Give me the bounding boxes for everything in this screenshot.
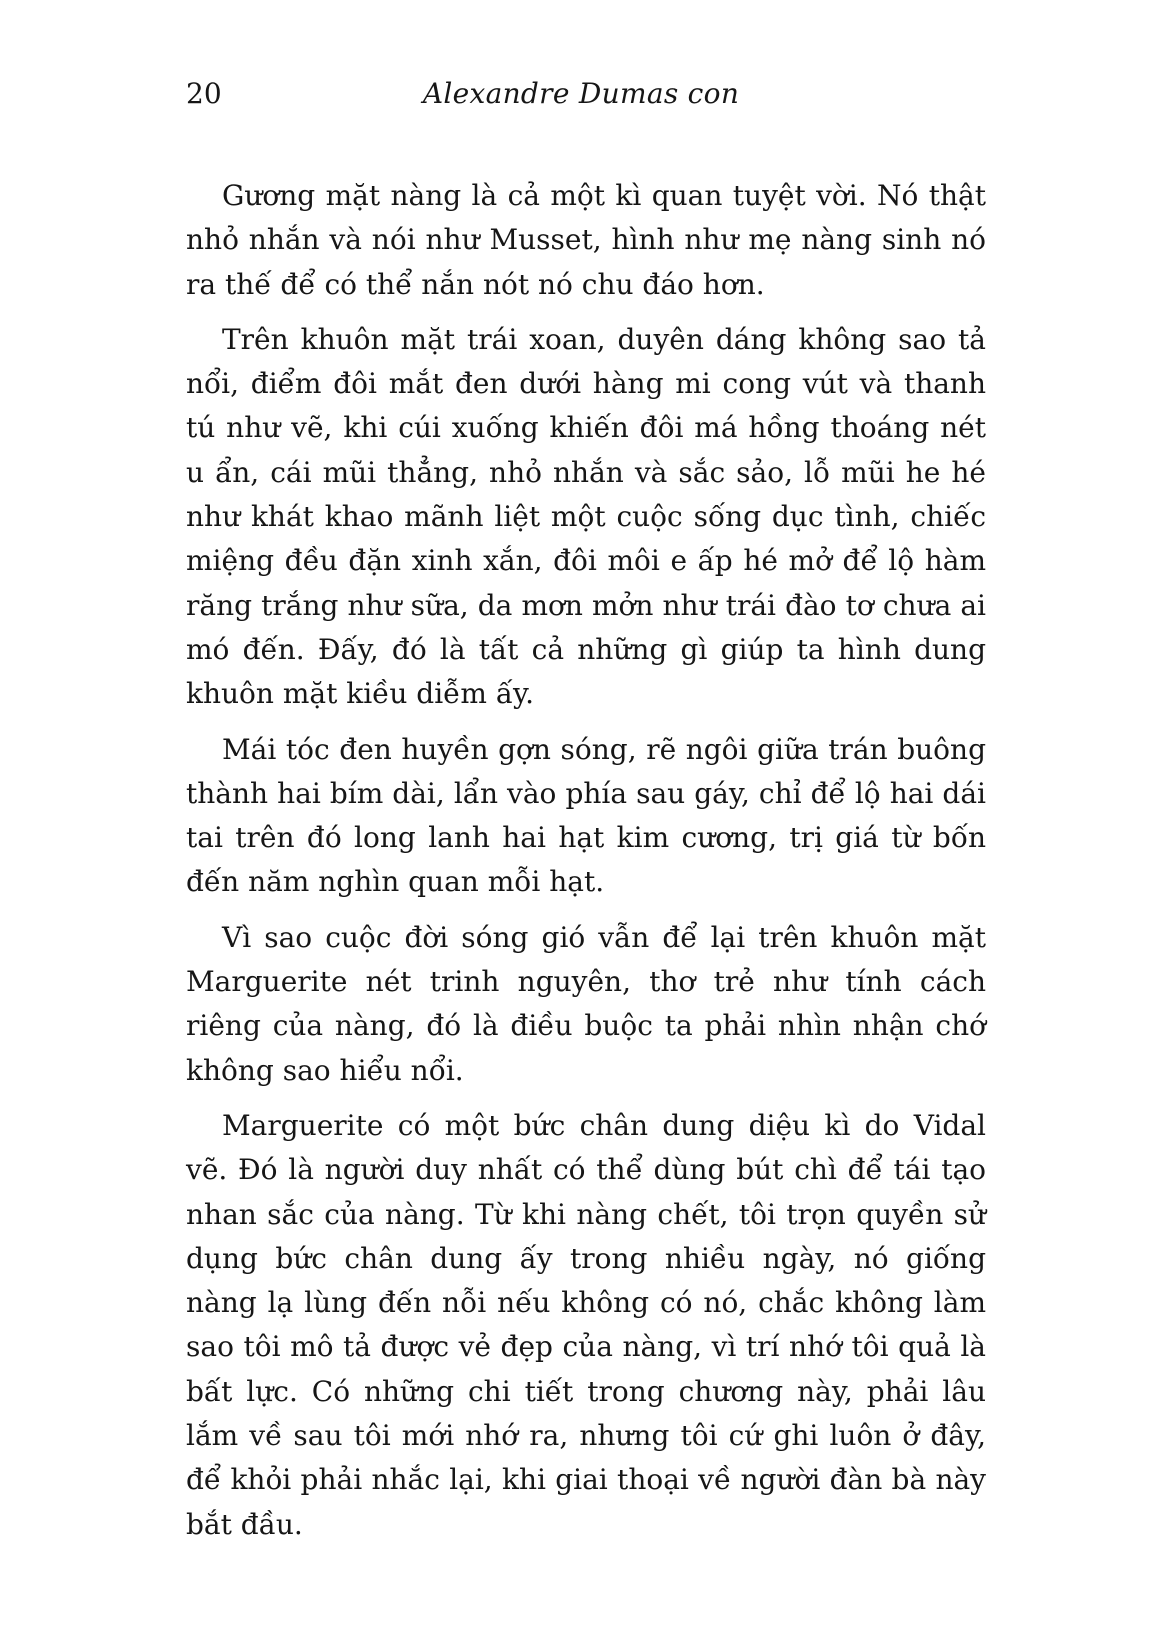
paragraph-4: Vì sao cuộc đời sóng gió vẫn để lại trên khuôn mặt Marguerite nét trinh nguyên, thơ trẻ như tính cách riêng của nàng, đó là điều buộc ta phải nhìn nhận chớ không sao hiểu nổi. — [186, 920, 986, 1087]
page-number: 20 — [186, 77, 222, 110]
paragraph-2: Trên khuôn mặt trái xoan, duyên dáng không sao tả nổi, điểm đôi mắt đen dưới hàng mi cong vút và thanh tú như vẽ, khi cúi xuống khiến đôi má hồng thoáng nét u ẩn, cái mũi thẳng, nhỏ nhắn và sắc sảo, lỗ mũi he hé như khát khao mãnh liệt một cuộc sống dục tình, chiếc miệng đều đặn xinh xắn, đôi môi e ấp hé mở để lộ hàm răng trắng như sữa, da mơn mởn như trái đào tơ chưa ai mó đến. Đấy, đó là tất cả những gì giúp ta hình dung khuôn mặt kiều diễm ấy. — [186, 322, 986, 711]
paragraph-1: Gương mặt nàng là cả một kì quan tuyệt vời. Nó thật nhỏ nhắn và nói như Musset, hình như mẹ nàng sinh nó ra thế để có thể nắn nót nó chu đáo hơn. — [186, 179, 986, 301]
running-title: Alexandre Dumas con — [422, 77, 740, 110]
paragraph-3: Mái tóc đen huyền gợn sóng, rẽ ngôi giữa trán buông thành hai bím dài, lẩn vào phía sau gáy, chỉ để lộ hai dái tai trên đó long lanh hai hạt kim cương, trị giá từ bốn đến năm nghìn quan mỗi hạt. — [186, 732, 986, 899]
page-header — [186, 74, 976, 118]
body-text — [186, 174, 986, 1558]
paragraph-5: Marguerite có một bức chân dung diệu kì do Vidal vẽ. Đó là người duy nhất có thể dùng bút chì để tái tạo nhan sắc của nàng. Từ khi nàng chết, tôi trọn quyền sử dụng bức chân dung ấy trong nhiều ngày, nó giống nàng lạ lùng đến nỗi nếu không có nó, chắc không làm sao tôi mô tả được vẻ đẹp của nàng, vì trí nhớ tôi quả là bất lực. Có những chi tiết trong chương này, phải lâu lắm về sau tôi mới nhớ ra, nhưng tôi cứ ghi luôn ở đây, để khỏi phải nhắc lại, khi giai thoại về người đàn bà này bắt đầu. — [186, 1108, 986, 1541]
